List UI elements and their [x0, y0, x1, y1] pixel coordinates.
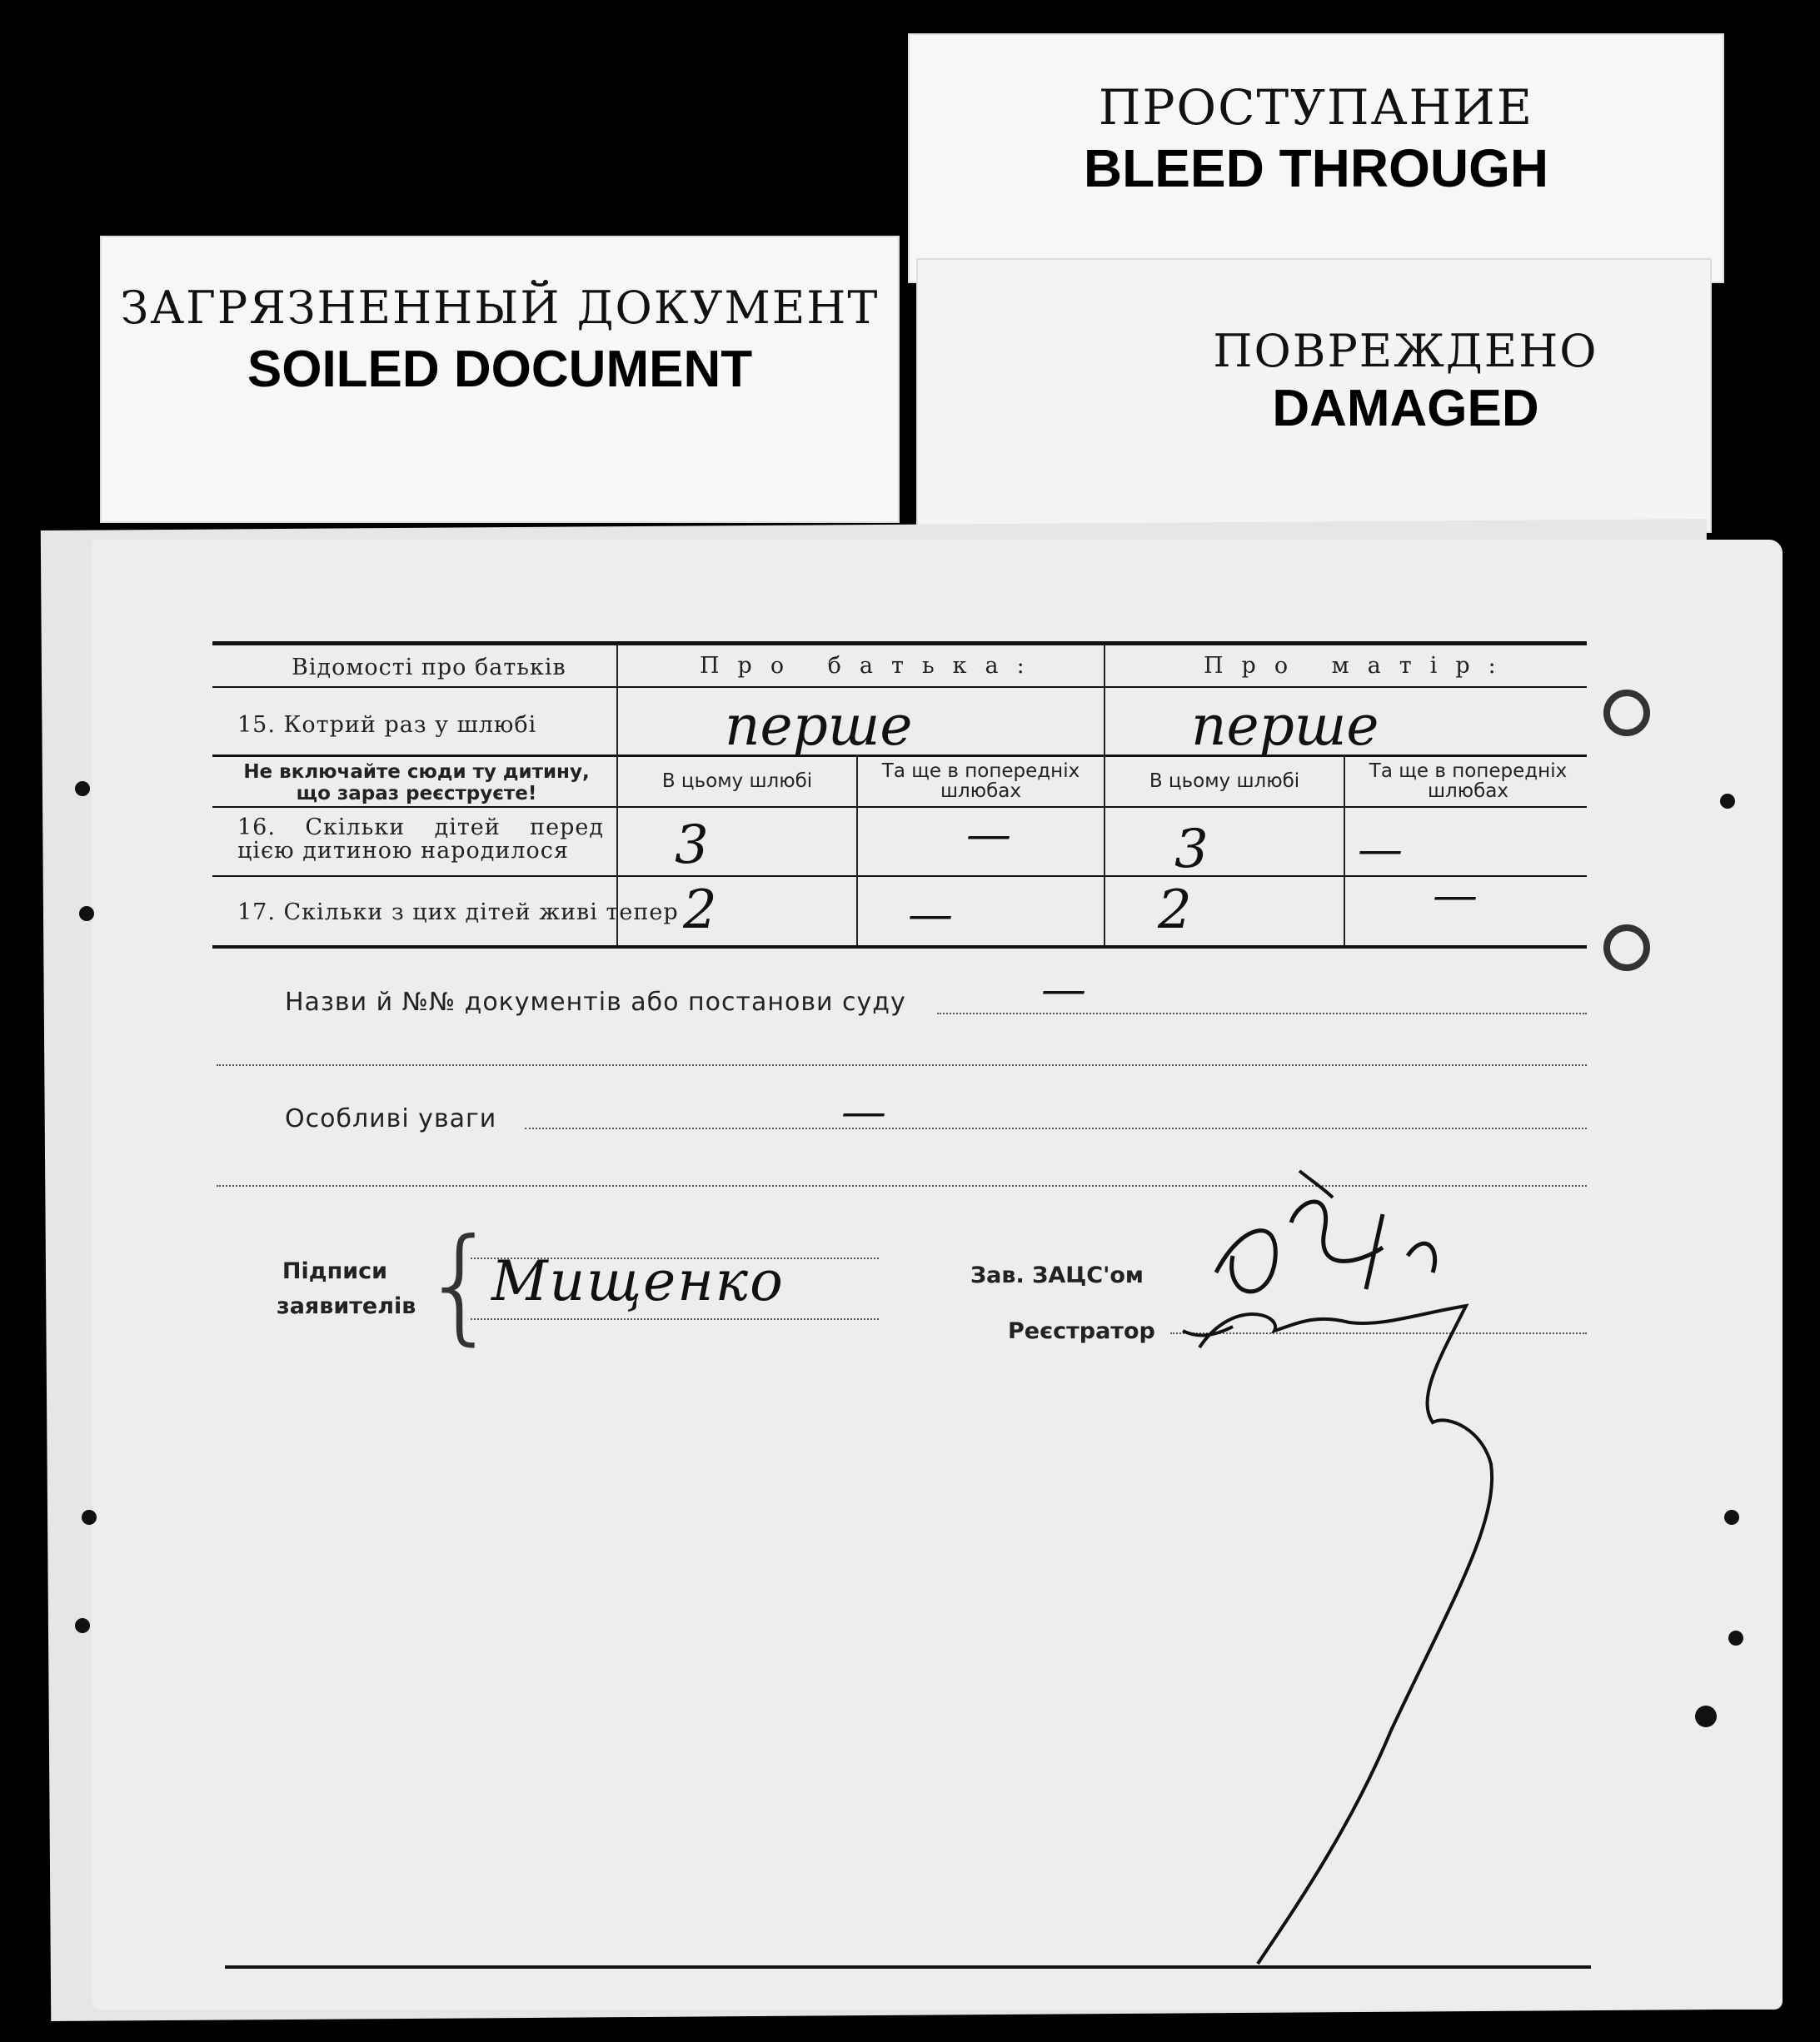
- bleed-through-card: [908, 33, 1724, 283]
- applicant-signature: Мищенко: [491, 1249, 785, 1313]
- documents-line: [217, 1064, 1587, 1066]
- signature-line: [471, 1318, 879, 1320]
- soiled-label-en: SOILED DOCUMENT: [247, 341, 753, 398]
- row15-label: 15. Котрий раз у шлюбі: [237, 712, 537, 738]
- punch-hole: [75, 1618, 90, 1633]
- documents-label: Назви й №№ документів або постанови суду: [285, 988, 906, 1017]
- punch-hole: [79, 906, 94, 921]
- row15-father-value: перше: [725, 694, 913, 758]
- remarks-value: —: [841, 1085, 886, 1138]
- header-parents-info: Відомості про батьків: [292, 655, 566, 680]
- punch-hole: [1720, 794, 1735, 809]
- row17-father-prev: —: [908, 888, 953, 940]
- subheader-father-this-marriage: В цьому шлюбі: [661, 770, 813, 792]
- bleed-through-label-ru: ПРОСТУПАНИЕ: [1098, 79, 1534, 136]
- row16-father-prev: —: [966, 808, 1011, 860]
- bleed-through-label-en: BLEED THROUGH: [1083, 138, 1549, 198]
- table-rule: [212, 875, 1587, 877]
- punch-hole: [1695, 1706, 1717, 1727]
- punch-hole: [1728, 1631, 1743, 1646]
- punch-hole: [75, 781, 90, 796]
- remarks-label: Особливі уваги: [285, 1104, 497, 1133]
- row17-mother-prev: —: [1433, 869, 1478, 921]
- documents-value: —: [1041, 963, 1086, 1015]
- punch-hole: [1724, 1510, 1739, 1525]
- row16-label: 16. Скільки дітей перед цією дитиною народилося: [237, 814, 604, 864]
- table-column-line: [856, 755, 858, 945]
- subheader-father-previous-marriages: Та ще в попередніх шлюбах: [881, 760, 1080, 802]
- registrar-label: Реєстратор: [1008, 1318, 1155, 1344]
- signatures-label: Підписи заявителів: [277, 1258, 416, 1319]
- row16-mother-prev: —: [1358, 823, 1403, 875]
- subheader-mother-previous-marriages: Та ще в попередніх шлюбах: [1369, 760, 1568, 802]
- registrar-signature-scrawl: [1166, 1164, 1549, 1997]
- row15-mother-value: перше: [1191, 694, 1379, 758]
- table-rule: [212, 686, 1587, 688]
- punch-hole: [82, 1510, 97, 1525]
- table-column-line: [1104, 645, 1105, 945]
- remarks-line: [525, 1128, 1587, 1129]
- table-top-rule: [212, 641, 1587, 645]
- table-bottom-rule: [212, 945, 1587, 949]
- damaged-card: [916, 258, 1712, 533]
- table-rule: [212, 806, 1587, 808]
- signatures-brace: {: [421, 1213, 501, 1357]
- documents-line: [937, 1013, 1587, 1014]
- soiled-label-ru: ЗАГРЯЗНЕННЫЙ ДОКУМЕНТ: [120, 281, 880, 334]
- row17-father-this: 2: [683, 879, 717, 941]
- subheader-mother-this-marriage: В цьому шлюбі: [1149, 770, 1300, 792]
- head-of-registry-label: Зав. ЗАЦС'ом: [970, 1263, 1144, 1288]
- form-sheet: [92, 540, 1783, 2010]
- soiled-document-card: [100, 236, 900, 523]
- header-about-father: Про батька:: [700, 653, 1043, 679]
- row16-mother-this: 3: [1174, 819, 1209, 880]
- row17-label: 17. Скільки з цих дітей живі тепер: [237, 899, 679, 925]
- table-column-line: [1344, 755, 1345, 945]
- row17-mother-this: 2: [1158, 879, 1192, 941]
- row16-father-this: 3: [675, 814, 709, 876]
- page-bottom-rule: [225, 1965, 1591, 1969]
- damaged-label-en: DAMAGED: [1272, 380, 1539, 437]
- punch-hole: [1603, 690, 1650, 736]
- damaged-label-ru: ПОВРЕЖДЕНО: [1213, 325, 1598, 377]
- punch-hole: [1603, 924, 1650, 971]
- header-about-mother: Про матір:: [1204, 653, 1514, 679]
- exclusion-note: Не включайте сюди ту дитину, що зараз реєструєте!: [243, 761, 590, 804]
